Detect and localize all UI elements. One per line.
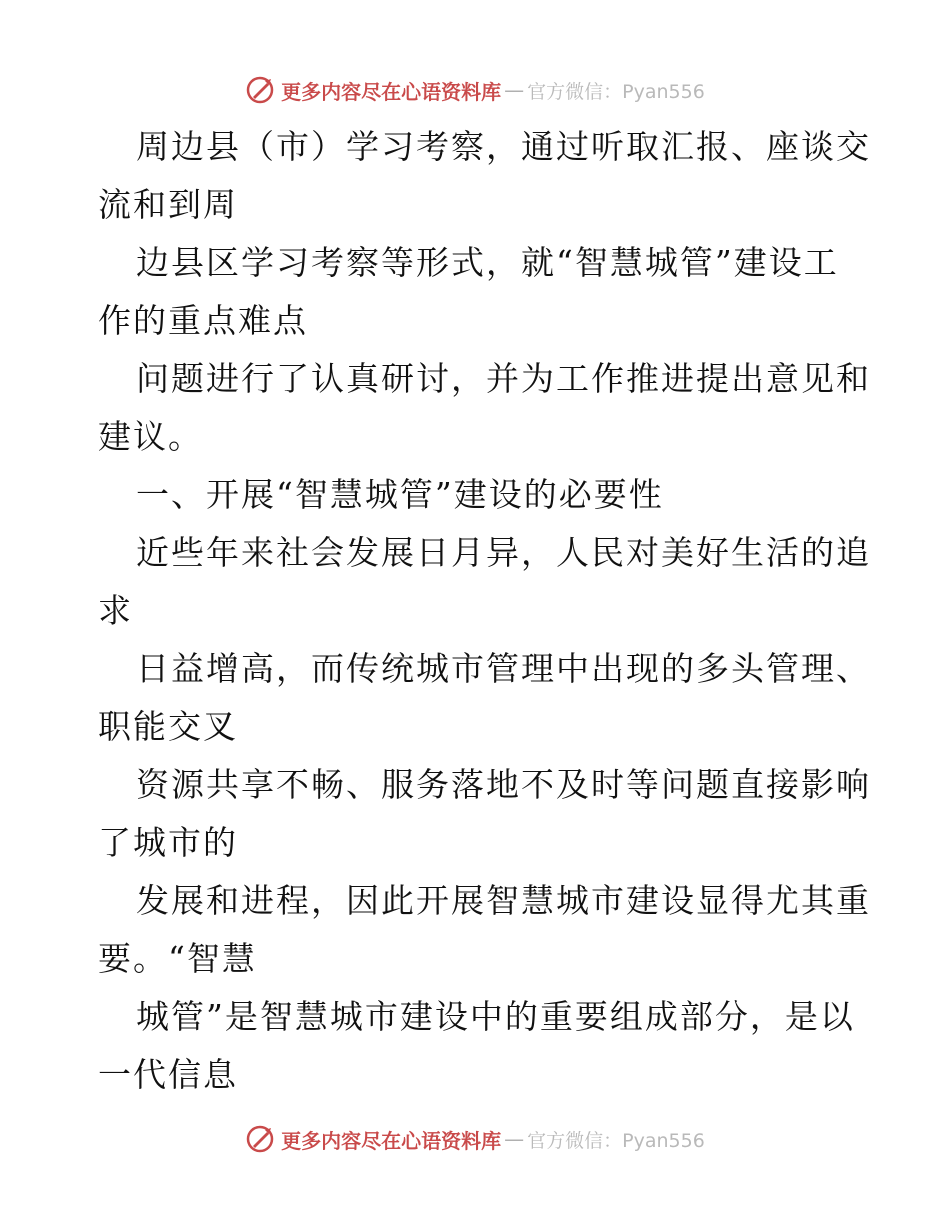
- header-banner: [0, 70, 950, 110]
- document-body: [98, 118, 871, 1104]
- text-line: 了城市的: [98, 823, 238, 862]
- text-line: 日益增高，而传统城市管理中出现的多头管理、: [136, 649, 871, 688]
- banner-separator: —: [504, 1127, 525, 1151]
- text-line: 建议。: [98, 417, 203, 456]
- text-line: 发展和进程，因此开展智慧城市建设显得尤其重: [136, 881, 871, 920]
- quill-logo-icon: [245, 1124, 275, 1154]
- text-line: 一代信息: [98, 1055, 238, 1094]
- banner-slogan: 更多内容尽在心语资料库: [281, 79, 502, 104]
- text-line: 问题进行了认真研讨，并为工作推进提出意见和: [136, 359, 871, 398]
- text-line: 边县区学习考察等形式，就“智慧城管”建设工: [136, 243, 839, 282]
- text-line: 近些年来社会发展日月异，人民对美好生活的追: [136, 533, 871, 572]
- footer-banner: [0, 1119, 950, 1159]
- text-line: 求: [98, 591, 133, 630]
- banner-slogan: 更多内容尽在心语资料库: [281, 1128, 502, 1153]
- text-line: 职能交叉: [98, 707, 238, 746]
- text-line: 要。“智慧: [98, 939, 257, 978]
- text-line: 作的重点难点: [98, 301, 308, 340]
- text-line: 周边县（市）学习考察，通过听取汇报、座谈交: [136, 127, 871, 166]
- text-line: 资源共享不畅、服务落地不及时等问题直接影响: [136, 765, 871, 804]
- text-line: 城管”是智慧城市建设中的重要组成部分，是以: [136, 997, 855, 1036]
- banner-separator: —: [504, 78, 525, 102]
- text-line: 流和到周: [98, 185, 238, 224]
- quill-logo-icon: [245, 75, 275, 105]
- section-heading: 一、开展“智慧城管”建设的必要性: [136, 475, 664, 514]
- banner-wechat-id: 官方微信：Pyan556: [527, 80, 705, 103]
- banner-wechat-id: 官方微信：Pyan556: [527, 1129, 705, 1152]
